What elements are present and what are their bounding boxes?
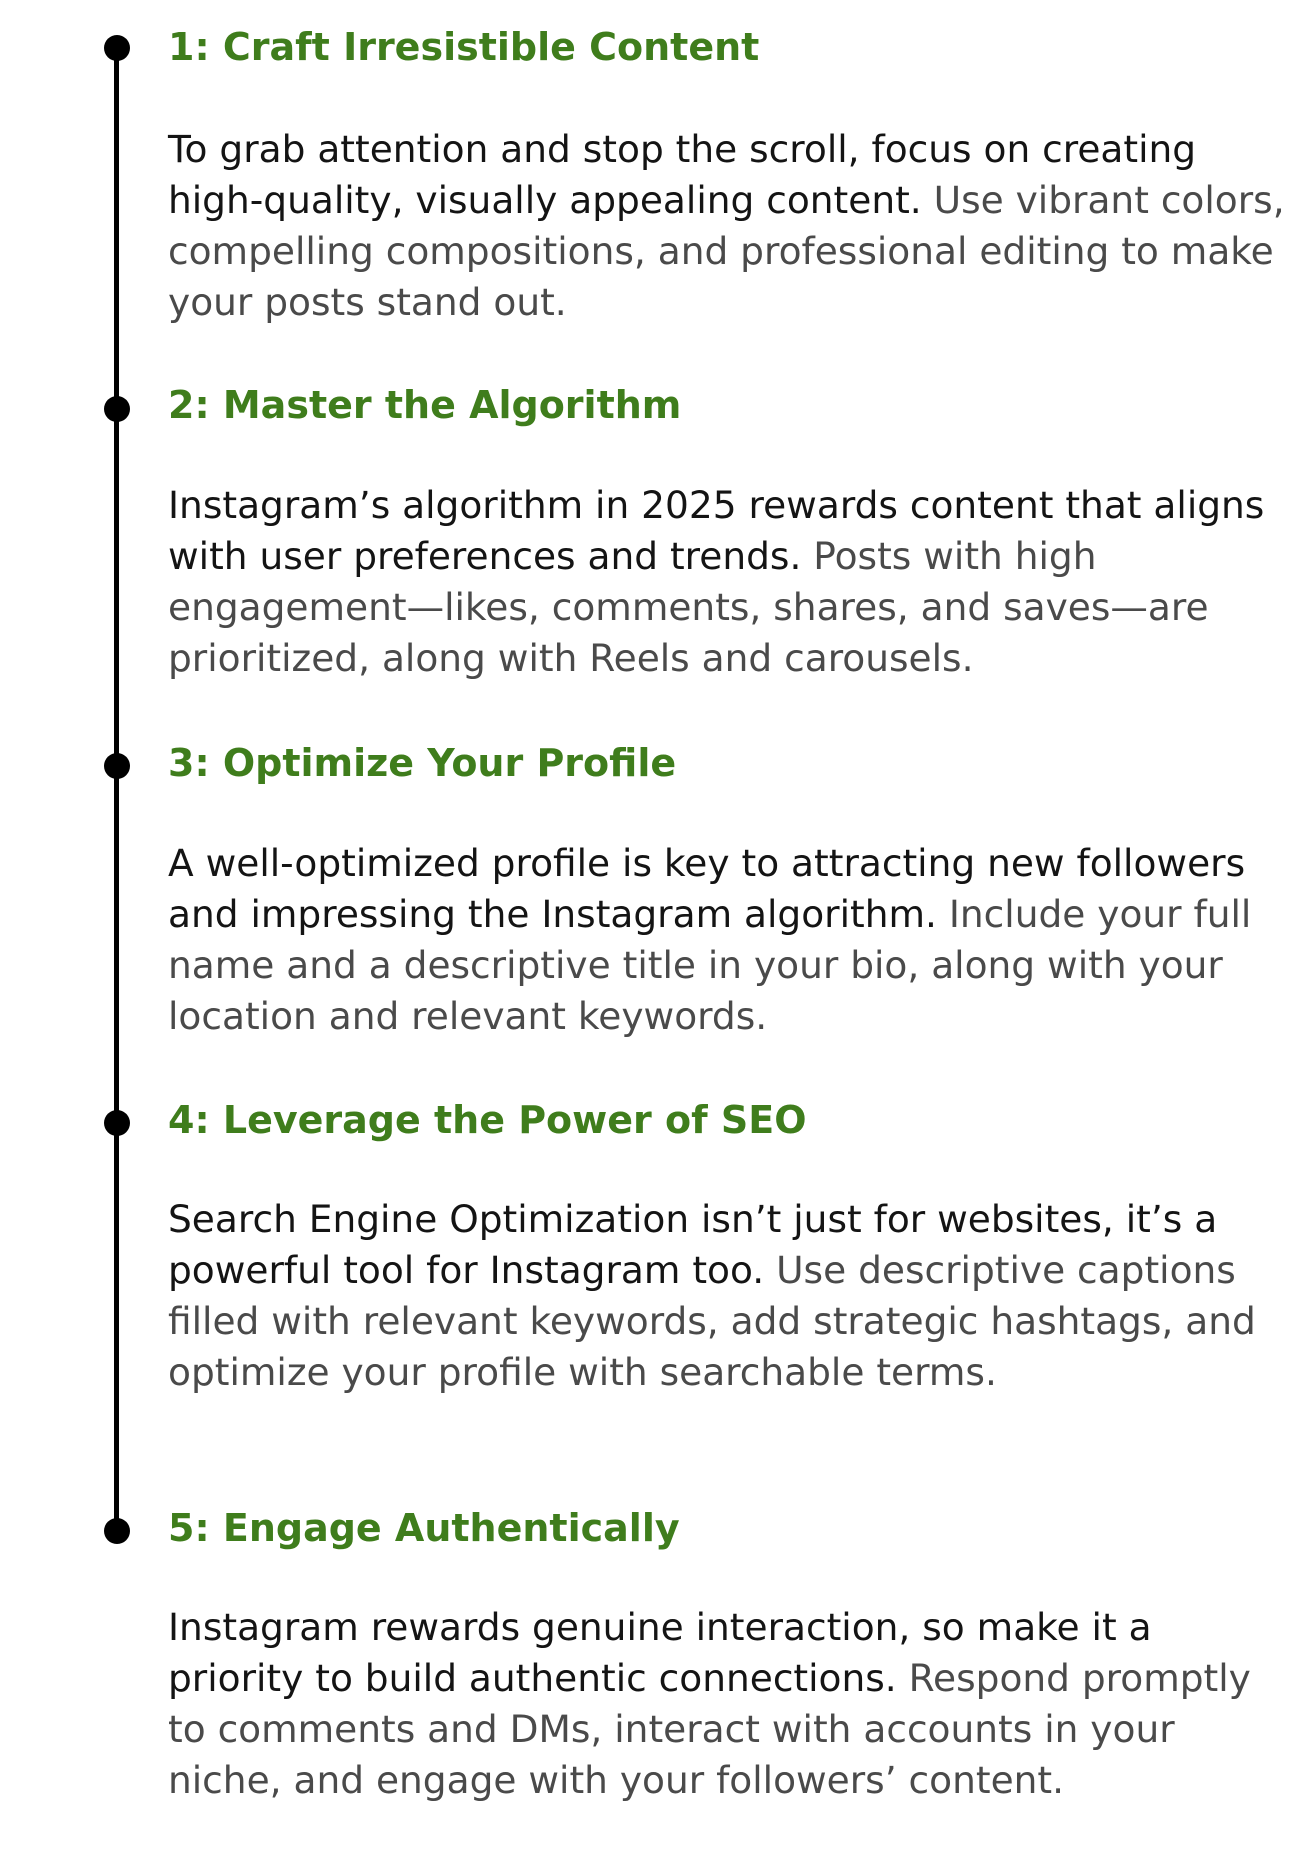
step-lead-text: Instagram rewards genuine interaction, so make it a priority to build authentic connections. xyxy=(168,1605,1152,1700)
step-lead-text: A well-optimized profile is key to attracting new followers and impressing the Instagram algorithm. xyxy=(168,841,1246,936)
step-title: 1: Craft Irresistible Content xyxy=(168,25,760,69)
timeline-dot xyxy=(104,35,130,61)
step-lead-text: Search Engine Optimization isn’t just for websites, it’s a powerful tool for Instagram too. xyxy=(168,1197,1218,1292)
step-body xyxy=(168,124,1288,328)
step-body xyxy=(168,1602,1288,1806)
step-detail-text: Use descriptive captions filled with relevant keywords, add strategic hashtags, and optimize your profile with searchable terms. xyxy=(168,1248,1256,1394)
step-body xyxy=(168,480,1288,684)
timeline-dot xyxy=(104,1110,130,1136)
step-detail-text: Use vibrant colors, compelling compositions, and professional editing to make your posts stand out. xyxy=(168,178,1285,324)
step-detail-text: Posts with high engagement—likes, comments, shares, and saves—are prioritized, along with Reels and carousels. xyxy=(168,534,1209,680)
step-title: 2: Master the Algorithm xyxy=(168,383,682,427)
timeline-dot xyxy=(104,753,130,779)
timeline-dot xyxy=(104,1518,130,1544)
step-title: 5: Engage Authentically xyxy=(168,1506,680,1550)
step-title: 3: Optimize Your Profile xyxy=(168,741,677,785)
step-body xyxy=(168,1194,1288,1398)
step-lead-text: To grab attention and stop the scroll, focus on creating high-quality, visually appealing content. xyxy=(168,127,1197,222)
step-body xyxy=(168,838,1288,1042)
timeline-dot xyxy=(104,396,130,422)
step-title: 4: Leverage the Power of SEO xyxy=(168,1098,807,1142)
timeline-line xyxy=(114,48,119,1525)
step-lead-text: Instagram’s algorithm in 2025 rewards content that aligns with user preferences and trends. xyxy=(168,483,1265,578)
step-detail-text: Respond promptly to comments and DMs, interact with accounts in your niche, and engage with your followers’ content. xyxy=(168,1656,1251,1802)
step-detail-text: Include your full name and a descriptive title in your bio, along with your location and relevant keywords. xyxy=(168,892,1252,1038)
